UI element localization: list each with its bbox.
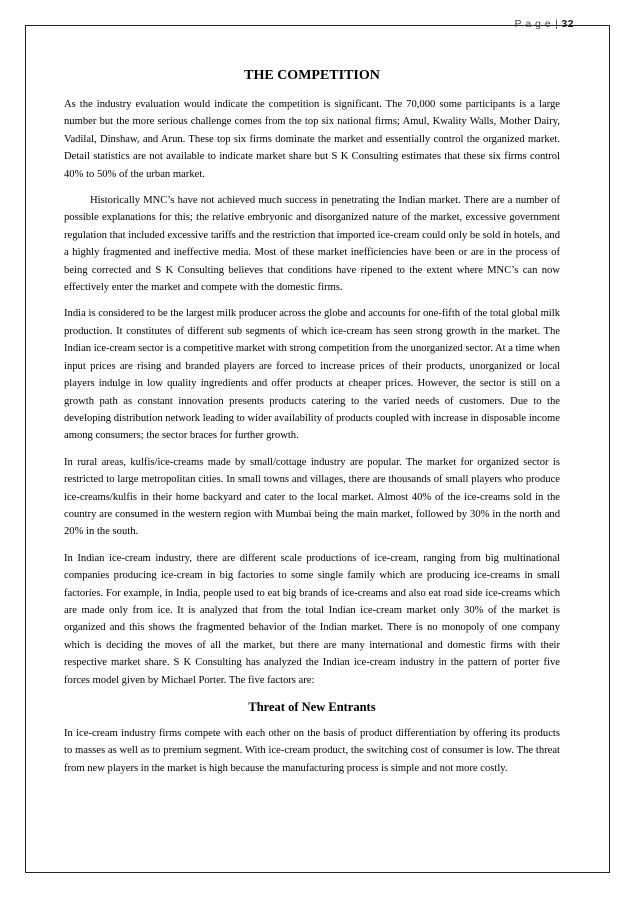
section-title: THE COMPETITION bbox=[244, 68, 380, 83]
paragraph-competition-intro: As the industry evaluation would indicate the competition is significant. The 70,000 some participants is a large number but the more serious challenge comes from the top six national firms; Amul, Kwality Walls, Mother Dairy, Vadilal, Dinshaw, and Arun. These top six firms dominate the market and essentially control the organized market. Detail statistics are not available to indicate market share but S K Consulting estimates that these six firms control 40% to 50% of the urban market. bbox=[64, 99, 560, 180]
paragraph-milk-production: India is considered to be the largest milk producer across the globe and accounts for one-fifth of the total global milk production. It constitutes of different sub segments of which ice-cream has seen strong growth in the market. The Indian ice-cream sector is a competitive market with strong competition from the unorganized sector. At a time when input prices are rising and branded players are forced to increase prices of their products, unorganized or local players indulge in low quality ingredients and offer products at cheaper prices. However, the sector is still on a growth path as constant innovation presents products catering to the varied needs of customers. Due to the developing distribution network leading to wider availability of products coupled with increase in disposable income among consumers; the sector braces for further growth. bbox=[64, 308, 560, 442]
page-label: P a g e bbox=[514, 18, 552, 30]
document-body bbox=[64, 67, 560, 786]
page-number: 32 bbox=[561, 18, 574, 30]
paragraph-rural-areas: In rural areas, kulfis/ice-creams made by small/cottage industry are popular. The market for organized sector is restricted to large metropolitan cities. In small towns and villages, there are thousands of small players who produce ice-creams/kulfis in their home backyard and cater to the local market. Almost 40% of the ice-creams sold in the country are consumed in the western region with Mumbai being the main market, followed by 30% in the north and 20% in the south. bbox=[64, 456, 560, 538]
paragraph-mnc-history: Historically MNC’s have not achieved much success in penetrating the Indian market. There are a number of possible explanations for this; the relative embryonic and disorganized nature of the market, excessive government regulation that included excessive tariffs and the restriction that imported ice-cream could only be sold in hotels, and a highly fragmented and ineffective media. Most of these market inefficiencies have been or are in the process of being corrected and S K Consulting believes that conditions have ripened to the extent where MNC’s can now effectively enter the market and compete with the domestic firms. bbox=[64, 195, 560, 294]
page-separator: | bbox=[555, 18, 559, 30]
paragraph-industry-scale: In Indian ice-cream industry, there are different scale productions of ice-cream, ranging from big multinational companies producing ice-cream in big factories to some single family which are producing ice-creams in small factories. For example, in India, people used to eat big brands of ice-creams and also eat road side ice-creams which are made only from ice. It is analyzed that from the total Indian ice-cream market only 30% of the market is organized and this shows the fragmented behavior of the Indian market. There is no monopoly of one company which is deciding the moves of all the market, but there are many international and domestic firms with their respective market share. S K Consulting has analyzed the Indian ice-cream industry in the pattern of porter five forces model given by Michael Porter. The five factors are: bbox=[64, 552, 560, 686]
subheading-new-entrants: Threat of New Entrants bbox=[248, 700, 376, 714]
page-header bbox=[514, 18, 574, 30]
paragraph-new-entrants: In ice-cream industry firms compete with each other on the basis of product differentiation by offering its products to masses as well as to premium segment. With ice-cream product, the switching cost of consumer is low. The threat from new players in the market is high because the manufacturing process is simple and not more costly. bbox=[64, 728, 560, 774]
